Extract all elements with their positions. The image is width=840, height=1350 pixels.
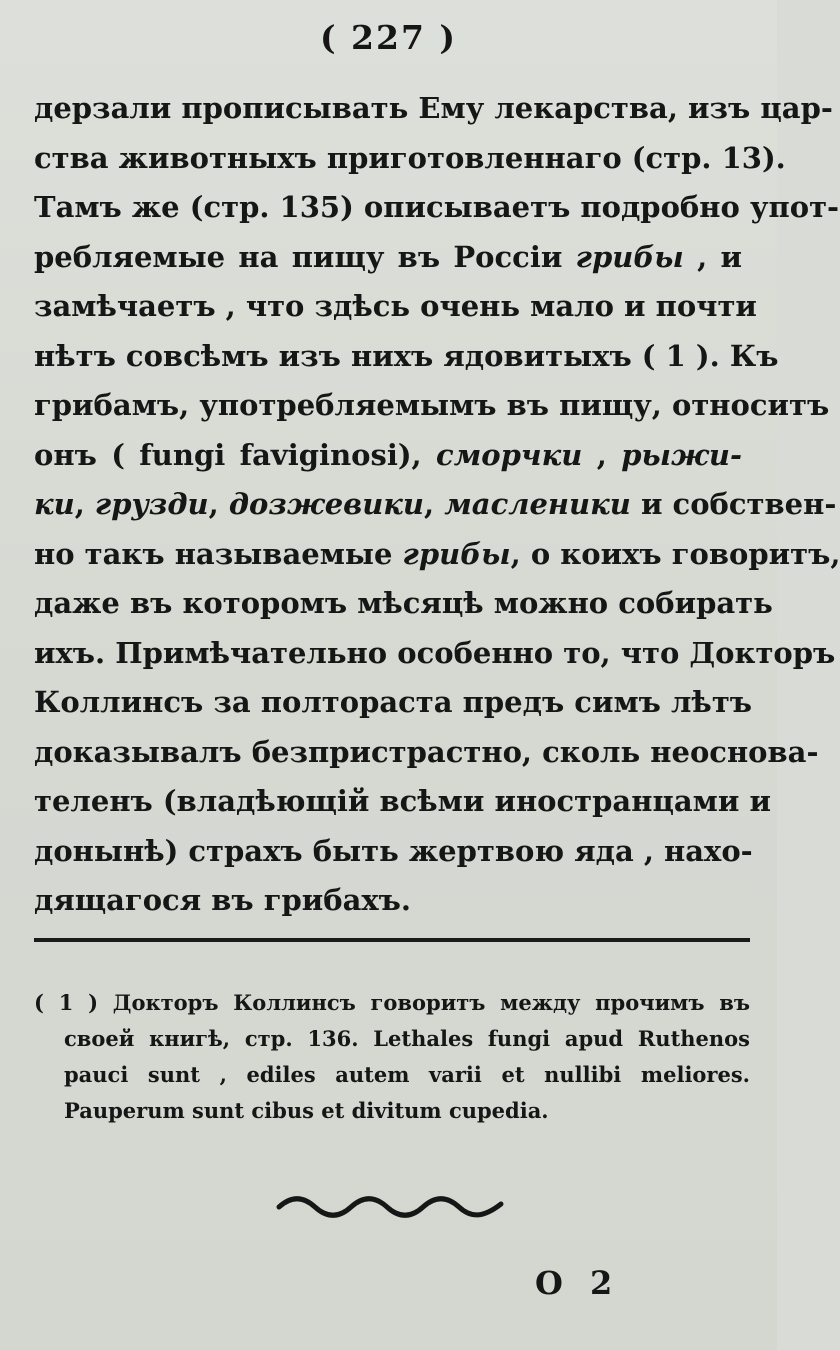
text-line: донынѣ) страхъ быть жертвою яда , нахо-: [34, 833, 753, 868]
footnote-line: Pauperum sunt cibus et divitum cupedia.: [64, 1098, 549, 1123]
text-segment: ,: [424, 487, 445, 521]
italic-term: рыжи-: [621, 437, 742, 472]
italic-term: грузди: [94, 487, 209, 521]
text-segment: ,: [208, 487, 229, 521]
text-segment: ,: [74, 487, 95, 521]
footnote: [34, 985, 750, 1129]
text-segment: и собствен-: [630, 487, 837, 521]
text-line: [34, 233, 742, 283]
text-line: доказывалъ безпристрастно, сколь неоснова-: [34, 734, 819, 769]
text-line: [34, 431, 742, 481]
text-line: ства животныхъ приготовленнаго (стр. 13).: [34, 140, 786, 175]
text-line: дящагося въ грибахъ.: [34, 883, 412, 917]
text-line: теленъ (владѣющій всѣми иностранцами и: [34, 784, 771, 818]
text-line: ихъ. Примѣчательно особенно то, что Докторъ: [34, 635, 836, 670]
italic-term: дозжевики: [228, 487, 424, 521]
italic-term: сморчки: [436, 437, 583, 472]
italic-term: масленики: [444, 487, 631, 521]
footnote-line: pauci sunt , ediles autem varii et nullibi meliores.: [64, 1062, 750, 1087]
page-number: ( 227 ): [319, 18, 458, 57]
text-line: Тамъ же (стр. 135) описываетъ подробно упот-: [34, 190, 840, 224]
italic-term: грибы: [402, 536, 511, 571]
text-segment: , о коихъ говоритъ,: [510, 536, 840, 571]
footnote-line: своей книгѣ, стр. 136. Lethales fungi apud Ruthenos: [64, 1026, 750, 1051]
italic-term: грибы: [575, 239, 684, 274]
footnote-divider: [34, 938, 750, 942]
text-line: грибамъ, употребляемымъ въ пищу, относитъ: [34, 388, 830, 422]
text-line: нѣтъ совсѣмъ изъ нихъ ядовитыхъ ( 1 ). Къ: [34, 338, 779, 373]
italic-term: ки: [34, 487, 75, 521]
text-line: замѣчаетъ , что здѣсь очень мало и почти: [34, 289, 757, 323]
text-line: дерзали прописывать Ему лекарства, изъ цар-: [34, 91, 833, 125]
signature-mark: O 2: [535, 1264, 621, 1302]
text-line: [34, 530, 840, 580]
footnote-line: ( 1 ) Докторъ Коллинсъ говоритъ между прочимъ въ: [34, 990, 750, 1015]
text-segment: но такъ называемые: [34, 536, 403, 571]
wavy-line-ornament-icon: [275, 1192, 505, 1218]
main-text: [34, 84, 840, 926]
text-line: Коллинсъ за полтораста предъ симъ лѣтъ: [34, 685, 753, 719]
text-segment: , и: [683, 239, 742, 274]
text-segment: ,: [582, 437, 622, 472]
text-line: даже въ которомъ мѣсяцѣ можно собирать: [34, 586, 773, 620]
text-segment: онъ ( fungi faviginosi),: [34, 437, 437, 472]
text-line: [34, 480, 837, 530]
text-segment: ребляемые на пищу въ Россіи: [34, 239, 576, 274]
